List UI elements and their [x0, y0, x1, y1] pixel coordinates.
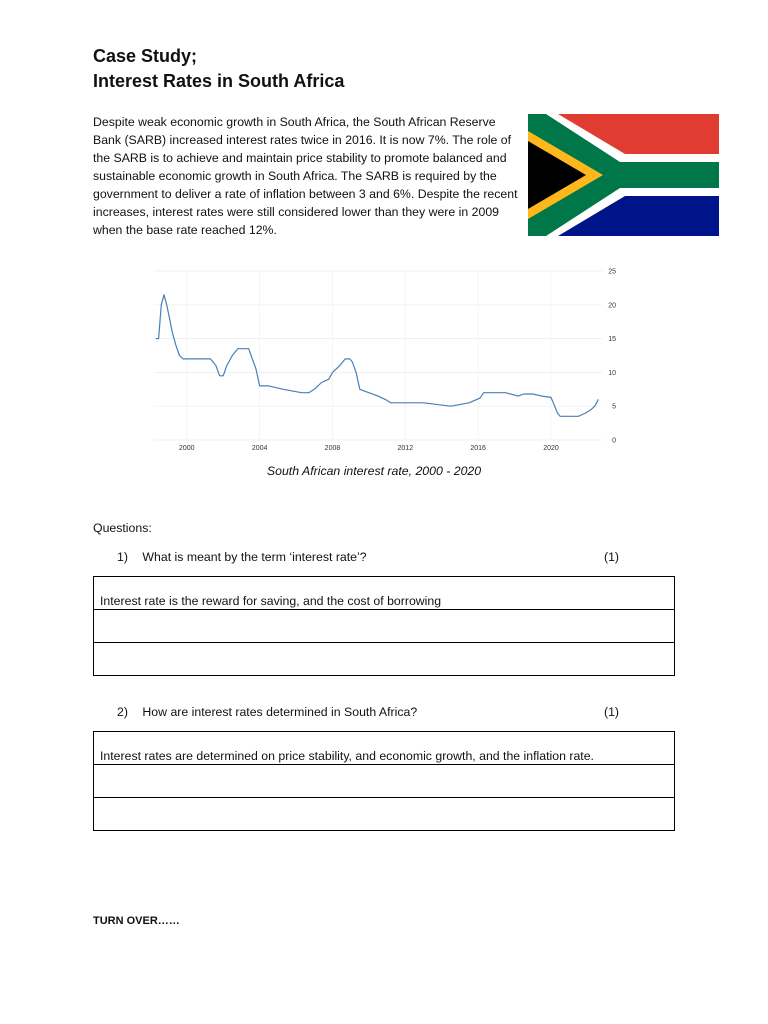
question-2-number: 2)	[117, 705, 128, 719]
answer-1-line-1[interactable]: Interest rate is the reward for saving, and the cost of borrowing	[94, 577, 674, 610]
title-line-1: Case Study;	[93, 46, 198, 66]
title-line-2: Interest Rates in South Africa	[93, 71, 345, 91]
answer-2-line-3[interactable]	[94, 798, 674, 831]
chart-caption: South African interest rate, 2000 - 2020	[266, 464, 482, 478]
interest-rate-series-line	[156, 295, 599, 417]
turn-over-note: TURN OVER……	[93, 915, 180, 927]
interest-rate-chart	[150, 262, 630, 458]
answer-box-2	[93, 731, 675, 831]
question-1-text: What is meant by the term ‘interest rate’?	[142, 550, 367, 564]
answer-1-line-2[interactable]	[94, 610, 674, 643]
answer-1-line-3[interactable]	[94, 643, 674, 676]
intro-paragraph: Despite weak economic growth in South Africa, the South African Reserve Bank (SARB) increased interest rates twice in 2016. It is now 7%. The role of the SARB is to achieve and maintain price stability to promote balanced and sustainable economic growth in South Africa. The SARB is required by the government to deliver a rate of inflation between 3 and 6%. Despite the recent increases, interest rates were still considered lower than they were in 2009 when the base rate reached 12%.	[93, 115, 518, 237]
question-1-number: 1)	[117, 550, 128, 564]
y-tick-label: 15	[608, 336, 616, 344]
x-tick-label: 2008	[324, 445, 341, 452]
question-2	[117, 705, 619, 719]
question-1-marks: (1)	[603, 550, 619, 564]
answer-2-line-2[interactable]	[94, 765, 674, 798]
y-tick-label: 25	[608, 268, 616, 276]
y-tick-label: 10	[608, 369, 616, 377]
y-tick-label: 0	[612, 437, 616, 445]
questions-label: Questions:	[93, 521, 152, 535]
question-2-text: How are interest rates determined in South Africa?	[142, 705, 418, 719]
x-tick-label: 2012	[397, 445, 414, 452]
x-tick-label: 2004	[251, 445, 268, 452]
question-2-marks: (1)	[603, 705, 619, 719]
y-tick-label: 5	[612, 403, 616, 411]
page-title	[93, 44, 344, 94]
question-1	[117, 550, 619, 564]
x-tick-label: 2000	[178, 445, 195, 452]
answer-box-1	[93, 576, 675, 676]
south-africa-flag	[528, 114, 719, 236]
answer-2-line-1[interactable]: Interest rates are determined on price stability, and economic growth, and the inflation rate.	[94, 732, 674, 765]
x-tick-label: 2016	[470, 445, 486, 452]
x-tick-label: 2020	[543, 445, 559, 452]
y-tick-label: 20	[608, 302, 616, 310]
